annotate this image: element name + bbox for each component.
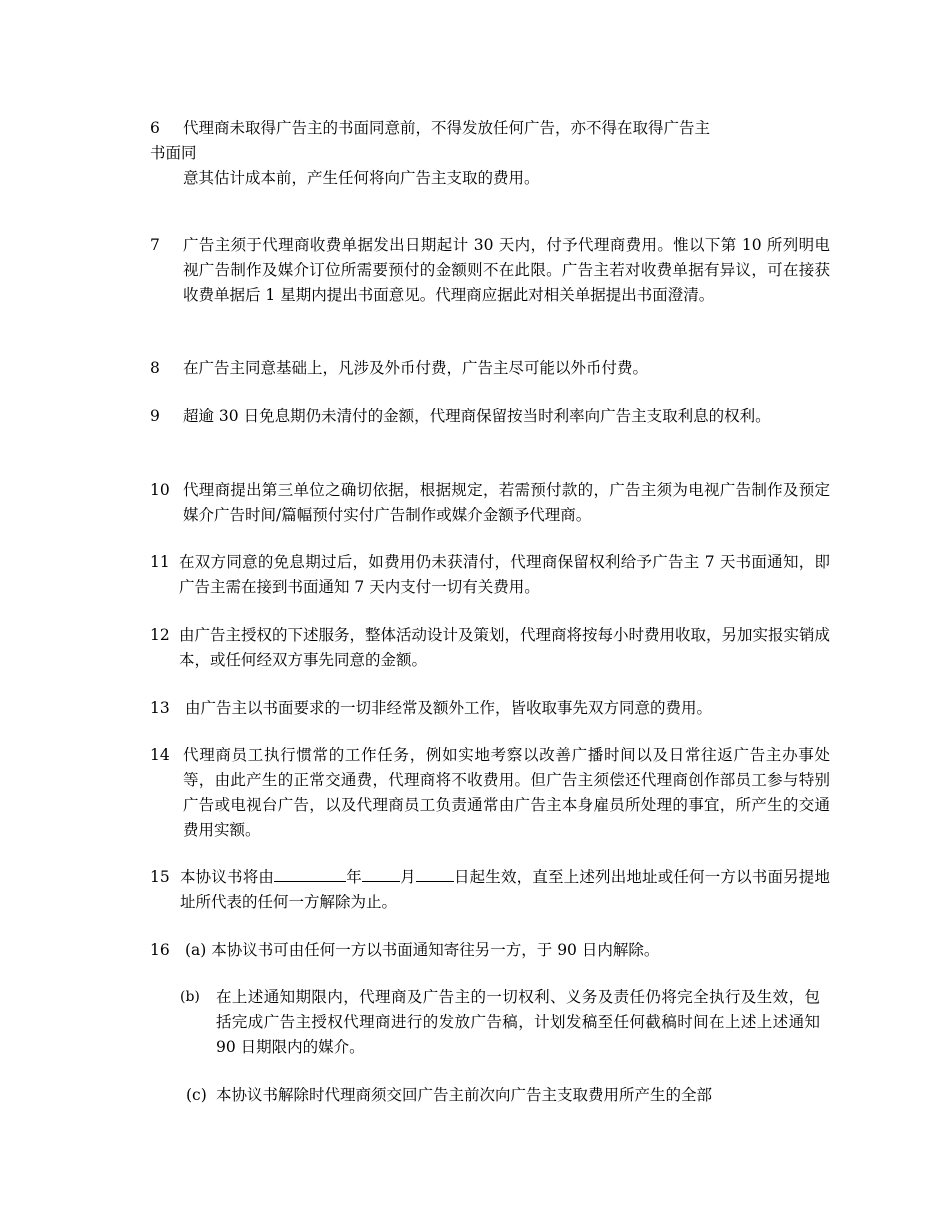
clause-12 xyxy=(150,623,830,673)
clause-number: 13 xyxy=(150,699,170,717)
clause-8 xyxy=(150,356,830,381)
clause-text: 代理商提出第三单位之确切依据，根据规定，若需预付款的，广告主须为电视广告制作及预定媒介广告时间/篇幅预付实付广告制作或媒介金额予代理商。 xyxy=(183,481,830,524)
clause-number: 8 xyxy=(150,359,160,377)
subclause-c xyxy=(180,1083,820,1108)
subclause-b xyxy=(180,985,820,1060)
clause-16 xyxy=(150,938,830,963)
clause-text-part: 本协议书将由 xyxy=(180,868,275,886)
clause-text: 超逾 30 日免息期仍未清付的金额，代理商保留按当时利率向广告主支取利息的权利。 xyxy=(183,407,771,425)
clause-text: 代理商员工执行惯常的工作任务，例如实地考察以改善广播时间以及日常往返广告主办事处等，由此产生的正常交通费，代理商将不收费用。但广告主须偿还代理商创作部员工参与特别广告或电视台广告，以及代理商员工负责通常由广告主本身雇员所处理的事宜，所产生的交通费用实额。 xyxy=(183,746,830,839)
clause-number: 7 xyxy=(150,236,160,254)
clause-10 xyxy=(150,478,830,528)
clause-number: 11 xyxy=(150,553,170,571)
blank-year-field xyxy=(274,865,346,882)
clause-text-part: 年 xyxy=(346,868,362,886)
clause-number: 14 xyxy=(150,746,170,764)
clause-text: 在双方同意的免息期过后，如费用仍未获清付，代理商保留权利给予广告主 7 天书面通知，即广告主需在接到书面通知 7 天内支付一切有关费用。 xyxy=(179,553,830,596)
clause-number: 6 xyxy=(150,119,160,137)
clause-number: 15 xyxy=(150,868,170,886)
subclause-text: 在上述通知期限内，代理商及广告主的一切权利、义务及责任仍将完全执行及生效，包括完成广告主授权代理商进行的发放广告稿，计划发稿至任何截稿时间在上述上述通知 90 日期限内的媒介。 xyxy=(216,988,820,1056)
clause-14 xyxy=(150,743,830,843)
clause-text: 由广告主以书面要求的一切非经常及额外工作，皆收取事先双方同意的费用。 xyxy=(185,699,713,717)
clause-text: 广告主须于代理商收费单据发出日期起计 30 天内，付予代理商费用。惟以下第 10 所列明电视广告制作及媒介订位所需要预付的金额则不在此限。广告主若对收费单据有异议，可在接获收费单据后 1 星期内提出书面意见。代理商应据此对相关单据提出书面澄清。 xyxy=(183,236,830,304)
clause-7 xyxy=(150,233,830,308)
clause-number: 9 xyxy=(150,407,160,425)
clause-11 xyxy=(150,550,830,600)
clause-text: 由广告主授权的下述服务，整体活动设计及策划，代理商将按每小时费用收取，另加实报实销成本，或任何经双方事先同意的金额。 xyxy=(179,626,831,669)
clause-number: 16 xyxy=(150,941,170,959)
clause-13 xyxy=(150,696,830,721)
clause-15 xyxy=(150,865,830,915)
subclause-mark: (c) xyxy=(186,1086,207,1104)
clause-number: 12 xyxy=(150,626,170,644)
subclause-text: 本协议书解除时代理商须交回广告主前次向广告主支取费用所产生的全部 xyxy=(216,1086,713,1104)
clause-text-line: 意其估计成本前，产生任何将向广告主支取的费用。 xyxy=(183,169,540,187)
clause-text-line: 代理商未取得广告主的书面同意前，不得发放任何广告，亦不得在取得广告主 xyxy=(183,119,711,137)
blank-month-field xyxy=(362,865,400,882)
clause-number: 10 xyxy=(150,481,170,499)
clause-9 xyxy=(150,404,830,429)
subclause-mark: (b) xyxy=(180,989,200,1005)
clause-text: 在广告主同意基础上，凡涉及外币付费，广告主尽可能以外币付费。 xyxy=(183,359,649,377)
clause-text-line: 书面同 xyxy=(150,144,197,162)
clause-text-part: 月 xyxy=(399,868,416,886)
clause-6 xyxy=(150,116,830,191)
clause-text-part: 日起生效，直至上述列出地址或任何一方以书面另提地址所代表的任何一方解除为止。 xyxy=(180,868,830,911)
blank-day-field xyxy=(416,865,454,882)
clause-text: (a) 本协议书可由任何一方以书面通知寄往另一方，于 90 日内解除。 xyxy=(185,941,660,959)
clause-text xyxy=(180,865,830,915)
